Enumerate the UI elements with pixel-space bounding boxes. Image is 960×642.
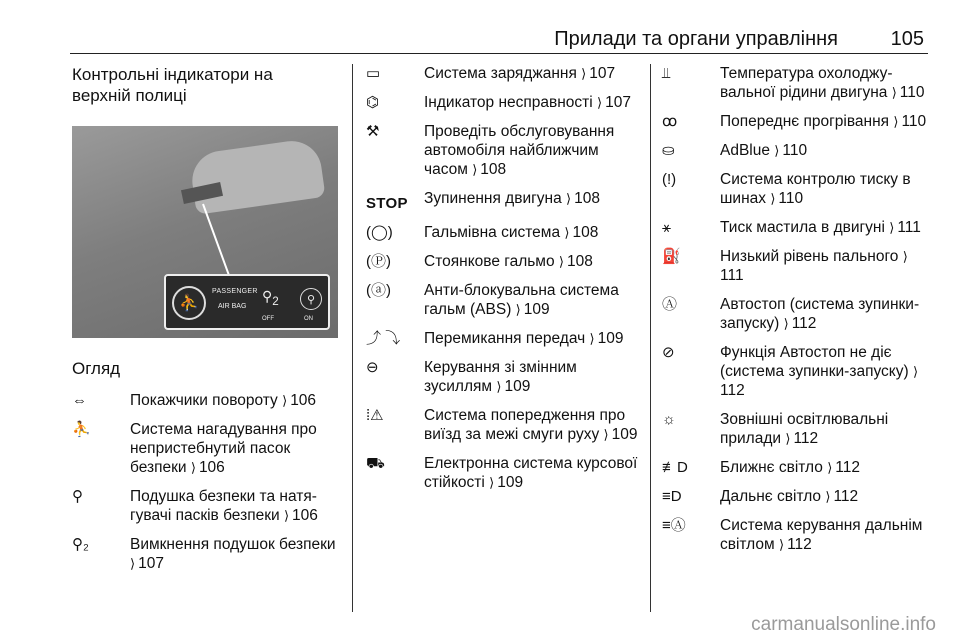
column-3 [662,64,932,612]
indicator-description [720,487,932,506]
indicator-description [720,247,932,285]
high-beam-assist-icon: ≡Ⓐ [662,517,686,534]
oil-pressure-icon: ⚹ [662,219,672,236]
indicator-description [424,93,644,112]
page-reference-number: 108 [566,253,593,270]
page-reference-number: 106 [290,392,317,409]
column-divider [352,64,353,612]
reference-arrow-icon: ⟩ [827,460,833,475]
indicator-entry [662,247,932,285]
page-reference-number: 110 [782,142,808,159]
adblue-icon: ⛀ [662,142,675,159]
inset-label-on: ON [304,316,313,322]
indicator-description [130,487,342,525]
airbag-badge: 2 [272,294,279,308]
page-reference-number: 109 [504,378,531,395]
indicator-entry [662,487,932,506]
high-beam-icon: ≡D [662,488,682,505]
watermark: carmanualsonline.info [751,614,936,635]
indicator-description [130,391,342,410]
gear-shift-icon: ⤴ ⤵ [366,330,401,347]
indicator-text: Анти-блокувальна система гальм (ABS) [424,282,619,318]
indicator-entry [366,329,644,348]
engine-malfunction-icon: ⌬ [366,94,380,111]
indicator-description [424,329,644,348]
indicator-entry [366,252,644,271]
inset-label-airbag: AIR BAG [218,303,247,310]
indicator-text: Подушка безпеки та натягувачі пасків безпеки [130,488,317,524]
page-reference-link[interactable] [827,459,860,476]
page-reference-link[interactable] [489,474,523,491]
page-reference-link[interactable] [472,161,506,178]
page-reference-link[interactable] [191,459,225,476]
indicator-description [720,458,932,477]
reference-arrow-icon: ⟩ [282,393,288,408]
indicator-entry [366,223,644,242]
indicator-entry [366,406,644,444]
indicator-text: Попереднє прогрівання [720,113,894,130]
indicator-description [424,252,644,271]
page-reference-link[interactable] [892,84,925,101]
column-1-entries [72,391,342,573]
reference-arrow-icon: ⟩ [825,489,831,504]
low-beam-icon: ≢D [662,459,688,476]
reference-arrow-icon: ⟩ [566,191,572,206]
indicator-text: Керування зі змінним зусиллям [424,359,577,395]
reference-arrow-icon: ⟩ [589,331,595,346]
airbag-icon: ⚲ [72,488,83,505]
page-reference-link[interactable] [604,426,638,443]
reference-arrow-icon: ⟩ [496,379,502,394]
lane-departure-icon: ⁞⚠ [366,407,384,424]
reference-arrow-icon: ⟩ [130,556,136,571]
reference-arrow-icon: ⟩ [893,114,899,129]
page-reference-number: 111 [720,267,744,284]
indicator-entry [366,454,644,492]
indicator-text: Система контролю тиску в шинах [720,171,911,207]
indicator-entry [662,141,932,160]
indicator-description [424,454,644,492]
reference-arrow-icon: ⟩ [779,537,785,552]
esc-icon: ⛟ [366,455,385,472]
page-reference-link[interactable] [889,219,921,236]
indicator-description [720,516,932,554]
page-reference-number: 106 [292,507,318,524]
page-reference-number: 108 [572,224,599,241]
indicator-description [424,64,644,83]
page-reference-link[interactable] [784,315,817,332]
page-reference-number: 110 [899,84,925,101]
reference-arrow-icon: ⟩ [283,508,290,523]
reference-arrow-icon: ⟩ [581,66,587,81]
indicator-entry [662,64,932,102]
reference-arrow-icon: ⟩ [515,302,521,317]
console-shape [188,137,325,215]
indicator-entry [662,170,932,208]
page-reference-number: 107 [605,94,631,111]
stop-icon: STOP [366,195,408,212]
page-reference-link[interactable] [597,94,631,111]
brake-icon: (◯) [366,224,393,241]
page-reference-number: 112 [833,488,859,505]
indicator-text: Система заряджання [424,65,582,82]
preheat-icon: ꝏ [662,113,678,130]
indicator-entry [366,93,644,112]
parking-brake-icon: (Ⓟ) [366,253,391,270]
page-reference-link[interactable] [590,330,624,347]
low-fuel-icon: ⛽ [662,248,681,265]
page-reference-link[interactable] [774,142,807,159]
indicator-text: Дальнє світло [720,488,826,505]
indicator-entry [72,420,342,477]
indicator-entry [72,487,342,525]
airbag-on-icon: ⚲ [300,288,322,310]
reference-arrow-icon: ⟩ [190,460,196,475]
indicator-description [130,535,342,573]
indicator-entry [662,343,932,400]
column-3-entries [662,64,932,554]
indicator-text: Низький рівень пального [720,248,903,265]
page-reference-link[interactable] [581,65,615,82]
reference-arrow-icon: ⟩ [783,316,789,331]
page-number: 105 [890,28,924,50]
indicator-description [424,281,644,319]
abs-icon: (ⓐ) [366,282,391,299]
reference-arrow-icon: ⟩ [889,220,895,235]
airbag-off-icon: $⚲_2$ [262,288,279,308]
indicator-text: Функція Автостоп не діє (система зупинки-запуску) [720,344,913,380]
indicator-description [424,189,644,208]
page-reference-number: 111 [897,219,921,236]
indicator-entry [366,281,644,319]
indicator-description [720,141,932,160]
page-reference-number: 112 [787,536,812,553]
seat-belt-icon: ⛹ [72,421,91,438]
indicator-description [720,295,932,333]
tire-pressure-icon: (!) [662,171,677,188]
indicator-description [424,358,644,396]
indicator-entry [662,458,932,477]
column-divider [650,64,651,612]
indicator-entry [72,535,342,573]
page-reference-link[interactable] [785,430,818,447]
page-reference-link[interactable] [564,224,598,241]
indicator-text: Ближнє світло [720,459,828,476]
page-reference-link[interactable] [559,253,593,270]
reference-arrow-icon: ⟩ [774,143,780,158]
page-reference-link[interactable] [282,392,316,409]
column-1 [72,64,342,612]
coolant-temp-icon: ⫫ [662,65,671,82]
page-reference-link[interactable] [130,555,164,572]
page-reference-number: 112 [835,459,860,476]
section-title-top-shelf: Контрольні індикатори на верхній полиці [72,65,273,105]
reference-arrow-icon: ⟩ [597,95,603,110]
battery-icon: ▭ [366,65,381,82]
reference-arrow-icon: ⟩ [603,427,609,442]
indicator-text: AdBlue [720,142,775,159]
page-reference-link[interactable] [496,378,530,395]
reference-arrow-icon: ⟩ [770,191,776,206]
reference-arrow-icon: ⟩ [912,364,919,379]
inset-label-off: OFF [262,316,274,322]
page-reference-number: 112 [720,382,745,399]
reference-arrow-icon: ⟩ [558,254,564,269]
indicator-entry [662,410,932,448]
indicator-text: Температура охолоджувальної рідини двигуна [720,65,893,101]
page-reference-number: 109 [611,426,638,443]
indicator-text: Система нагадування про непристебнутий пасок безпеки [130,421,317,476]
page-reference-number: 108 [480,161,507,178]
indicator-text: Система попередження про виїзд за межі смуги руху [424,407,626,443]
indicator-text: Зовнішні освітлювальні прилади [720,411,889,447]
page-reference-link[interactable] [770,190,803,207]
indicator-entry [72,391,342,410]
indicator-description [424,406,644,444]
page-reference-number: 109 [523,301,550,318]
inset-label-passenger: PASSENGER [212,288,258,295]
indicator-text: Перемикання передач [424,330,590,347]
indicator-entry [662,112,932,131]
turn-signal-icon: ⇔ [72,392,87,409]
page-reference-number: 112 [793,430,819,447]
indicator-description [720,343,932,400]
seat-belt-icon: ⛹ [172,286,206,320]
overhead-console-photo [72,126,338,338]
indicator-entry [366,64,644,83]
indicator-entry [662,516,932,554]
page-reference-link[interactable] [893,113,926,130]
indicator-text: Стоянкове гальмо [424,253,559,270]
indicator-description [424,122,644,179]
airbag-off-icon: ⚲₂ [72,536,89,553]
page-reference-number: 109 [597,330,624,347]
indicator-entry [366,122,644,179]
airbag-indicator-inset [164,274,330,330]
page-reference-link[interactable] [566,190,600,207]
page-reference-number: 106 [198,459,225,476]
indicator-entry [366,358,644,396]
page-reference-number: 112 [791,315,817,332]
indicator-text: Вимкнення подушок безпеки [130,536,336,553]
page-reference-number: 109 [497,474,524,491]
header-title: Прилади та органи управління [554,28,838,50]
section-title-overview: Огляд [72,359,121,378]
page-reference-number: 108 [574,190,600,207]
column-2 [366,64,644,612]
indicator-entry [662,218,932,237]
indicator-entry [662,295,932,333]
indicator-description [720,170,932,208]
indicator-text: Покажчики повороту [130,392,283,409]
reference-arrow-icon: ⟩ [785,431,791,446]
page-reference-number: 110 [778,190,804,207]
indicator-text: Гальмівна система [424,224,565,241]
exterior-lights-icon: ☼ [662,411,676,428]
indicator-description [720,218,932,237]
wrench-service-icon: ⚒ [366,123,380,140]
page-reference-number: 107 [589,65,616,82]
indicator-text: Тиск мастила в двигуні [720,219,890,236]
reference-arrow-icon: ⟩ [472,162,478,177]
reference-arrow-icon: ⟩ [489,475,495,490]
indicator-text: Проведіть обслуговування автомобіля найближчим часом [424,123,615,178]
page-reference-link[interactable] [516,301,550,318]
indicator-entry [366,189,644,213]
reference-arrow-icon: ⟩ [891,85,897,100]
indicator-description [720,112,932,131]
indicator-text: Електронна система курсової стійкості [424,455,638,491]
page-reference-number: 110 [901,113,927,130]
page-header [70,28,928,54]
indicator-text: Індикатор несправності [424,94,598,111]
leader-line [202,204,231,280]
indicator-description [720,64,932,102]
page-reference-link[interactable] [284,507,318,524]
autostop-icon: Ⓐ [662,296,678,313]
autostop-off-icon: ⊘ [662,344,675,361]
indicator-text: Автостоп (система зупинки-запуску) [720,296,920,332]
column-2-entries [366,64,644,492]
reference-arrow-icon: ⟩ [564,225,570,240]
page-reference-number: 107 [138,555,164,572]
indicator-description [130,420,342,477]
page-reference-link[interactable] [825,488,858,505]
reference-arrow-icon: ⟩ [902,249,908,264]
indicator-description [720,410,932,448]
steering-icon: ⊖ [366,359,379,376]
page-reference-link[interactable] [779,536,812,553]
indicator-description [424,223,644,242]
indicator-text: Зупинення двигуна [424,190,566,207]
indicator-text: Система керування дальнім світлом [720,517,923,553]
